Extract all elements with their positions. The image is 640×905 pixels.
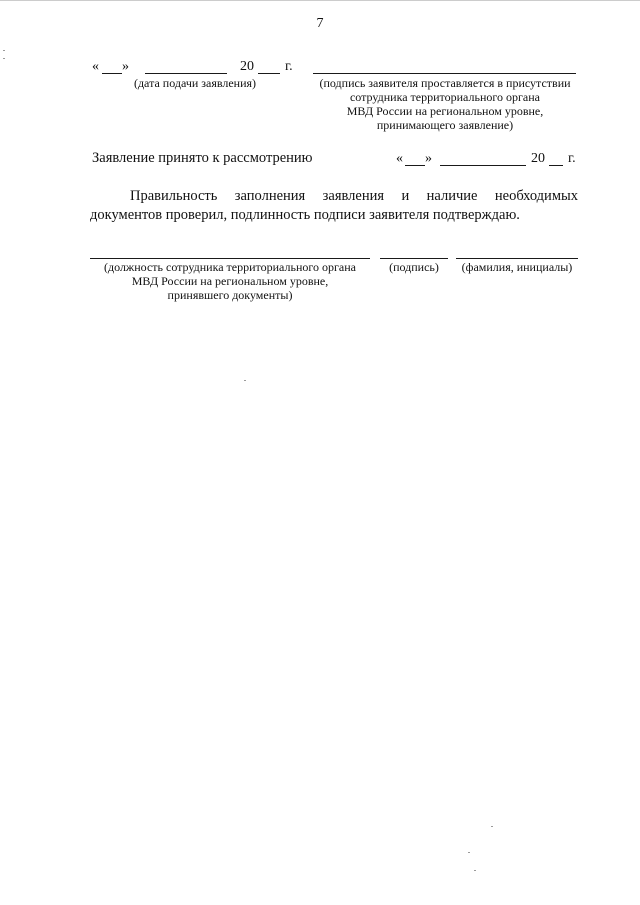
verification-line-1: Правильность заполнения заявления и наличие необходимых bbox=[130, 188, 578, 204]
position-caption-line: принявшего документы) bbox=[167, 288, 293, 302]
year-suffix: г. bbox=[285, 59, 293, 74]
scan-speck bbox=[3, 58, 5, 59]
scan-top-edge bbox=[0, 0, 640, 3]
accept-open-quote: « bbox=[396, 151, 403, 166]
date-open-quote: « bbox=[92, 59, 99, 74]
verification-line-2: документов проверил, подлинность подписи заявителя подтверждаю. bbox=[90, 207, 520, 223]
month-blank bbox=[145, 73, 227, 74]
position-caption-line: МВД России на региональном уровне, bbox=[131, 274, 329, 288]
signature-caption-line: принимающего заявление) bbox=[376, 118, 514, 132]
signature-caption-line: (подпись заявителя проставляется в присутствии bbox=[319, 76, 571, 90]
applicant-signature-caption bbox=[300, 76, 590, 132]
year-prefix: 20 bbox=[240, 59, 254, 74]
year-blank bbox=[258, 73, 280, 74]
scan-speck bbox=[474, 870, 476, 871]
position-caption bbox=[85, 260, 375, 302]
date-close-quote: » bbox=[122, 59, 129, 74]
scan-speck bbox=[244, 380, 246, 381]
accept-year-blank bbox=[549, 165, 563, 166]
page-number: 7 bbox=[316, 16, 324, 31]
accept-close-quote: » bbox=[425, 151, 432, 166]
accepted-label: Заявление принято к рассмотрению bbox=[92, 150, 313, 166]
scan-speck bbox=[491, 826, 493, 827]
accept-day-blank bbox=[405, 165, 425, 166]
accept-month-blank bbox=[440, 165, 526, 166]
day-blank bbox=[102, 73, 122, 74]
position-caption-line: (должность сотрудника территориального органа bbox=[104, 260, 356, 274]
accept-year-suffix: г. bbox=[568, 151, 576, 166]
officer-signature-caption: (подпись) bbox=[389, 260, 439, 274]
position-line bbox=[90, 258, 370, 259]
scan-speck bbox=[468, 852, 470, 853]
verification-paragraph bbox=[90, 187, 578, 225]
officer-name-caption: (фамилия, инициалы) bbox=[461, 260, 573, 274]
officer-name-line bbox=[456, 258, 578, 259]
signature-caption-line: сотрудника территориального органа bbox=[349, 90, 540, 104]
officer-signature-line bbox=[380, 258, 448, 259]
accept-year-prefix: 20 bbox=[531, 151, 545, 166]
date-caption: (дата подачи заявления) bbox=[133, 76, 257, 90]
signature-caption-line: МВД России на региональном уровне, bbox=[346, 104, 544, 118]
applicant-signature-line bbox=[313, 73, 576, 74]
scan-speck bbox=[3, 50, 5, 51]
